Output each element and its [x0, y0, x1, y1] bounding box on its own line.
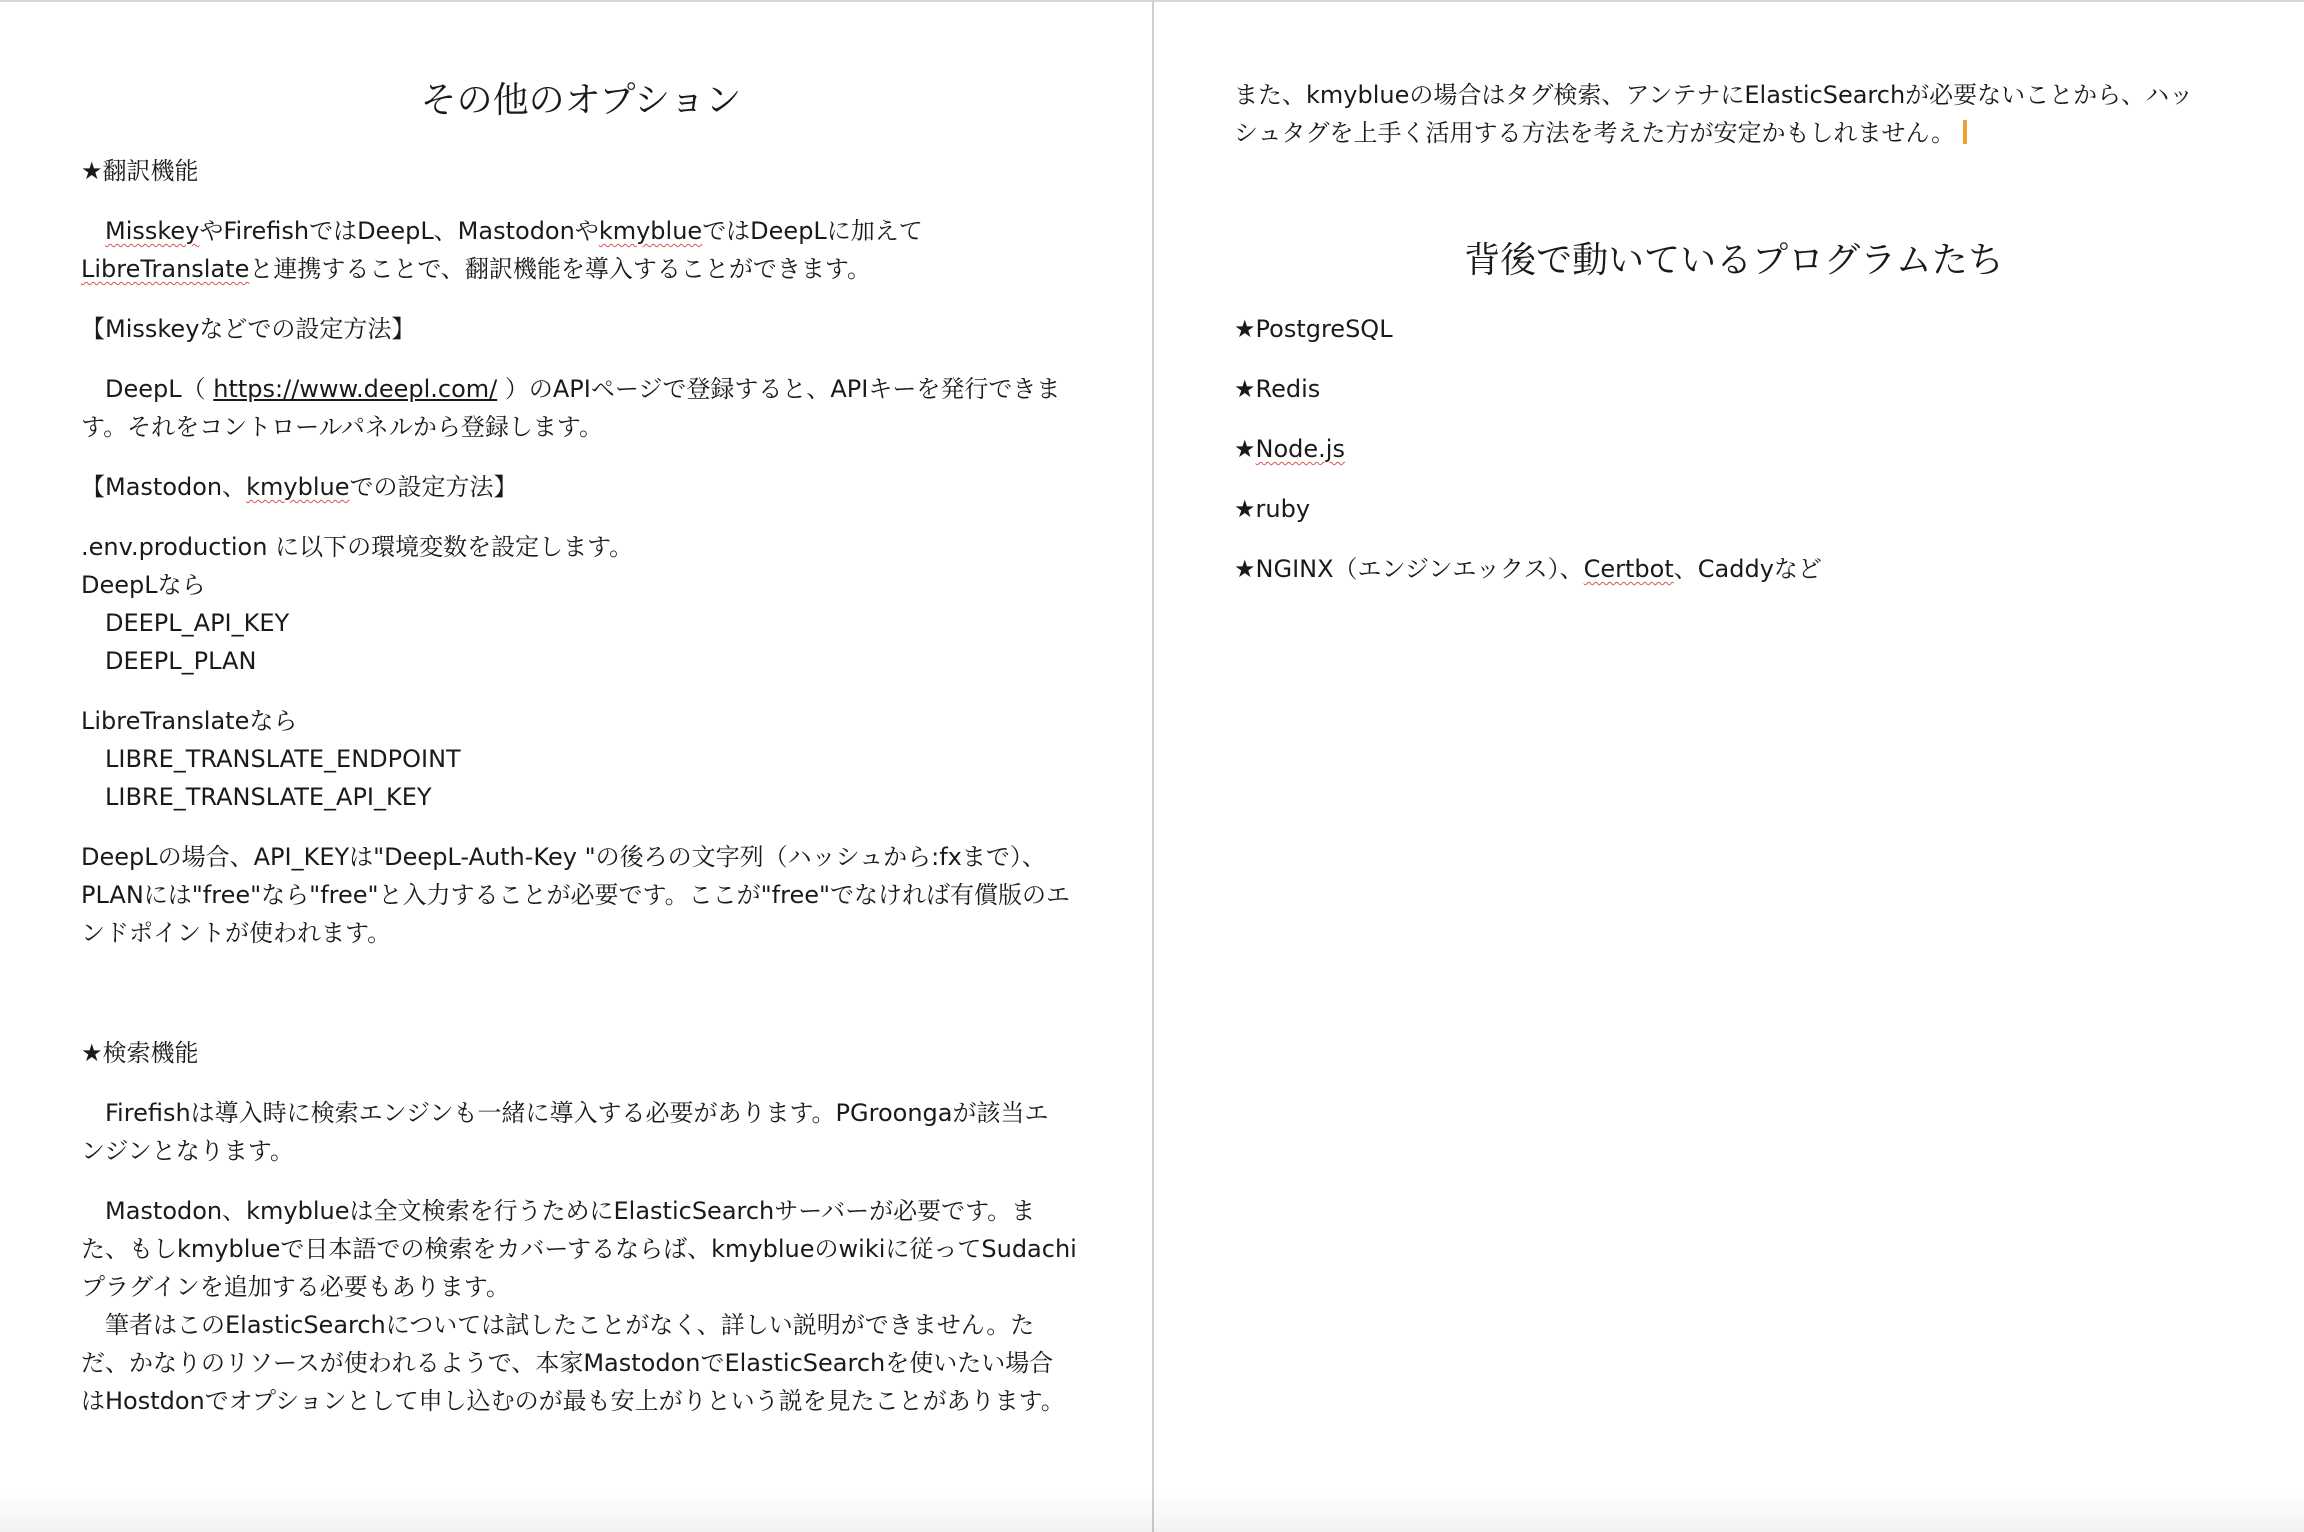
deepl-paragraph-line1 — [81, 370, 1060, 408]
text-run: ）のAPIページで登録すると、APIキーを発行できま — [497, 375, 1061, 403]
misskey-setup-heading: 【Misskeyなどでの設定方法】 — [81, 315, 416, 343]
page-heading-options: その他のオプション — [420, 80, 742, 121]
program-item-postgresql: ★PostgreSQL — [1234, 315, 1393, 343]
program-item-ruby: ★ruby — [1234, 495, 1311, 523]
mastodon-setup-heading — [81, 468, 518, 506]
text-run: と連携することで、翻訳機能を導入することができます。 — [249, 255, 871, 283]
text-run: での設定方法】 — [349, 473, 518, 501]
section-title-translation: ★翻訳機能 — [81, 157, 199, 185]
spellcheck-word: Node.js — [1255, 435, 1345, 463]
translation-paragraph-line1 — [81, 212, 923, 250]
search-paragraph3-line1: 筆者はこのElasticSearchについては試したことがなく、詳しい説明ができません。た — [81, 1311, 1035, 1339]
text-run — [81, 217, 105, 245]
spellcheck-word: LibreTranslate — [81, 255, 250, 283]
env-instruction: .env.production に以下の環境変数を設定します。 — [81, 533, 634, 561]
program-item-nodejs — [1234, 430, 1345, 468]
continuation-line2 — [1234, 114, 1967, 152]
text-run: シュタグを上手く活用する方法を考えた方が安定かもしれません。 — [1234, 119, 1955, 147]
page-heading-programs: 背後で動いているプログラムたち — [1464, 240, 2004, 281]
search-paragraph2-line3: プラグインを追加する必要もあります。 — [81, 1273, 510, 1301]
text-cursor — [1963, 120, 1967, 144]
text-run: 、Caddyなど — [1673, 555, 1822, 583]
deepl-note-line2: PLANには"free"なら"free"と入力することが必要です。ここが"free"でなければ有償版のエ — [81, 881, 1071, 909]
deepl-note-line3: ンドポイントが使われます。 — [81, 919, 392, 947]
deepl-env-var-plan: DEEPL_PLAN — [105, 647, 257, 675]
translation-paragraph-line2 — [81, 250, 871, 288]
section-title-search: ★検索機能 — [81, 1039, 199, 1067]
deepl-env-label: DeepLなら — [81, 571, 206, 599]
deepl-note-line1: DeepLの場合、API_KEYは"DeepL-Auth-Key "の後ろの文字列（ハッシュから:fxまで）、 — [81, 843, 1046, 871]
libre-env-var-endpoint: LIBRE_TRANSLATE_ENDPOINT — [105, 745, 461, 773]
libre-env-var-key: LIBRE_TRANSLATE_API_KEY — [105, 783, 432, 811]
continuation-line1: また、kmyblueの場合はタグ検索、アンテナにElasticSearchが必要ないことから、ハッ — [1234, 81, 2194, 109]
text-run: やFirefishではDeepL、Mastodonや — [199, 217, 599, 245]
spellcheck-word: kmyblue — [246, 473, 350, 501]
deepl-env-var-key: DEEPL_API_KEY — [105, 609, 290, 637]
search-paragraph3-line3: はHostdonでオプションとして申し込むのが最も安上がりという説を見たことがあります。 — [81, 1387, 1065, 1415]
search-paragraph1-line1: Firefishは導入時に検索エンジンも一緒に導入する必要があります。PGroongaが該当エ — [81, 1099, 1049, 1127]
program-item-nginx — [1234, 550, 1822, 588]
deepl-link[interactable]: https://www.deepl.com/ — [213, 375, 498, 403]
text-run: ★NGINX（エンジンエックス）、 — [1234, 555, 1584, 583]
document-page-left[interactable] — [0, 2, 1152, 1532]
text-run: DeepL（ — [81, 375, 214, 403]
document-page-right[interactable] — [1154, 2, 2304, 1532]
search-paragraph3-line2: だ、かなりのリソースが使われるようで、本家MastodonでElasticSearchを使いたい場合 — [81, 1349, 1054, 1377]
deepl-paragraph-line2: す。それをコントロールパネルから登録します。 — [81, 413, 603, 441]
search-paragraph2-line1: Mastodon、kmyblueは全文検索を行うためにElasticSearchサーバーが必要です。ま — [81, 1197, 1036, 1225]
spellcheck-word: Misskey — [105, 217, 200, 245]
text-run: ではDeepLに加えて — [702, 217, 923, 245]
search-paragraph1-line2: ンジンとなります。 — [81, 1137, 294, 1165]
text-run: ★ — [1234, 435, 1256, 463]
search-paragraph2-line2: た、もしkmyblueで日本語での検索をカバーするならば、kmyblueのwikiに従ってSudachi — [81, 1235, 1077, 1263]
text-run: 【Mastodon、 — [81, 473, 247, 501]
spellcheck-word: Certbot — [1583, 555, 1674, 583]
libre-env-label: LibreTranslateなら — [81, 707, 298, 735]
spellcheck-word: kmyblue — [598, 217, 703, 245]
program-item-redis: ★Redis — [1234, 375, 1321, 403]
